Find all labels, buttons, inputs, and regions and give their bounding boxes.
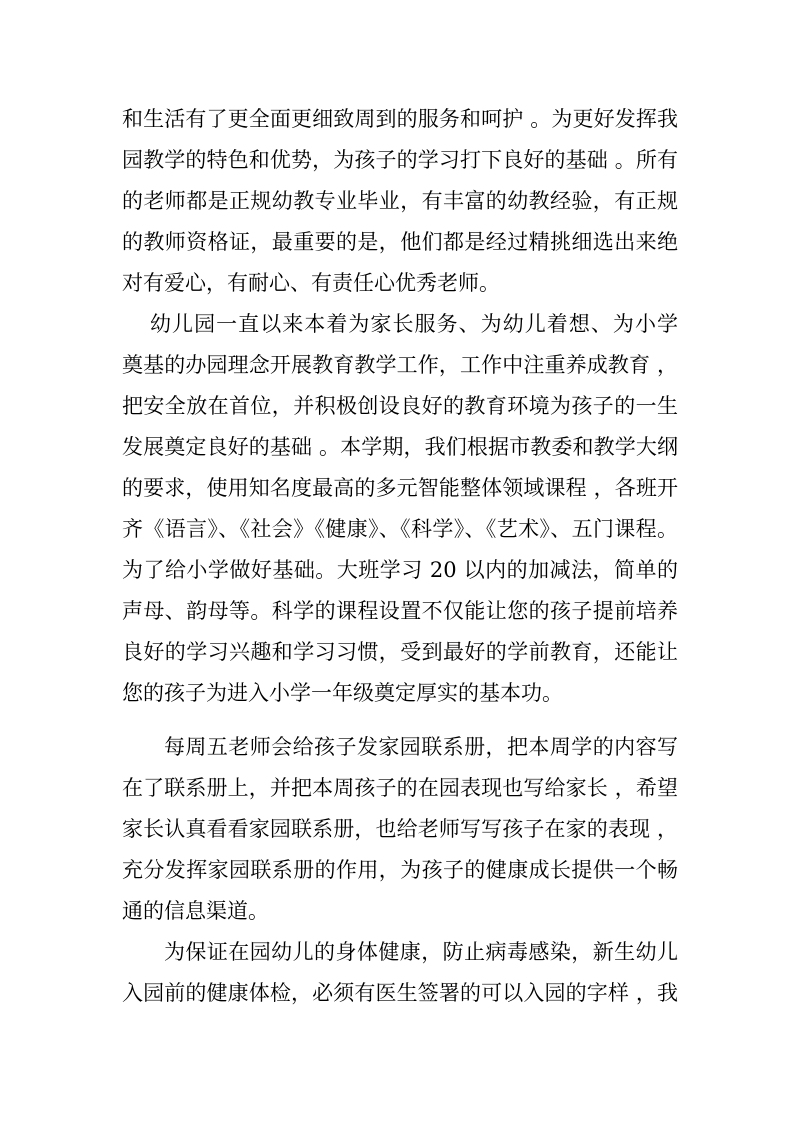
text-line: 充分发挥家园联系册的作用，为孩子的健康成长提供一个畅 [122,858,678,882]
text-line: 声母、韵母等。科学的课程设置不仅能让您的孩子提前培养 [122,599,678,623]
text-line: 幼儿园一直以来本着为家长服务、为幼儿着想、为小学 [150,312,678,336]
text-line: 为了给小学做好基础。大班学习 20 以内的加减法，简单的 [122,558,678,582]
text-line: 您的孩子为进入小学一年级奠定厚实的基本功。 [122,681,563,705]
text-line: 每周五老师会给孩子发家园联系册，把本周学的内容写 [164,735,678,759]
text-line: 齐《语言》、《社会》《健康》、《科学》、《艺术》、五门课程。 [122,517,678,541]
text-line: 把安全放在首位，并积极创设良好的教育环境为孩子的一生 [122,394,678,418]
text-line: 的老师都是正规幼教专业毕业，有丰富的幼教经验，有正规 [122,189,678,213]
text-line: 奠基的办园理念开展教育教学工作，工作中注重养成教育 ， [122,353,678,377]
text-line: 的要求，使用知名度最高的多元智能整体领域课程 ，各班开 [122,476,678,500]
text-line: 对有爱心，有耐心、有责任心优秀老师。 [122,271,500,295]
text-line: 在了联系册上，并把本周孩子的在园表现也写给家长 ，希望 [122,776,678,800]
text-line: 家长认真看看家园联系册，也给老师写写孩子在家的表现 ， [122,817,678,841]
text-line: 入园前的健康体检，必须有医生签署的可以入园的字样 ，我 [122,981,678,1005]
text-line: 园教学的特色和优势，为孩子的学习打下良好的基础 。所有 [122,148,678,172]
text-line: 发展奠定良好的基础 。本学期，我们根据市教委和教学大纲 [122,435,678,459]
text-line: 通的信息渠道。 [122,899,269,923]
text-line: 和生活有了更全面更细致周到的服务和呵护 。为更好发挥我 [122,107,678,131]
text-line: 良好的学习兴趣和学习习惯，受到最好的学前教育，还能让 [122,640,678,664]
text-line: 为保证在园幼儿的身体健康，防止病毒感染，新生幼儿 [164,940,678,964]
text-line: 的教师资格证，最重要的是，他们都是经过精挑细选出来绝 [122,230,678,254]
